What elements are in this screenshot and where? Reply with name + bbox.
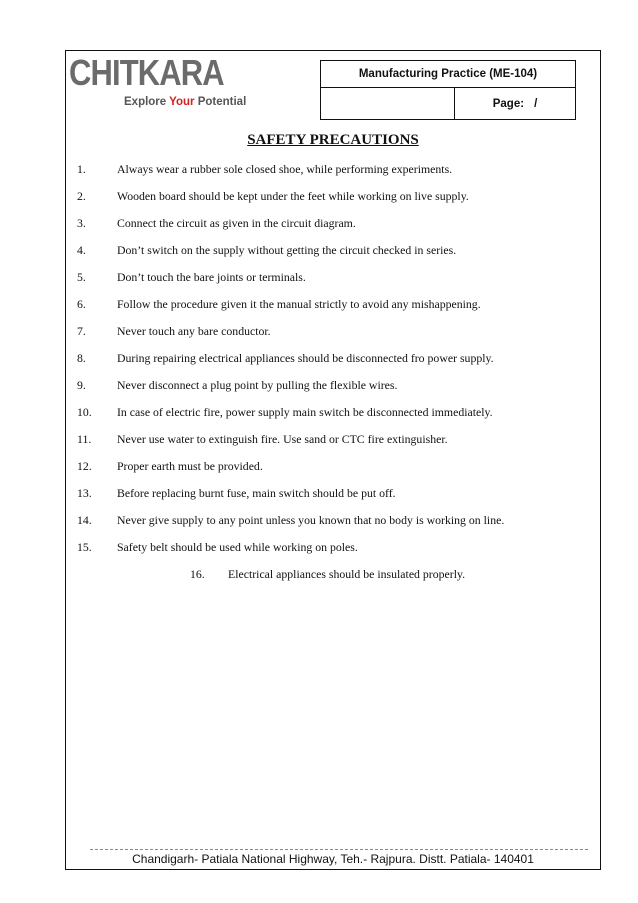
item-text: During repairing electrical appliances should be disconnected fro power supply. <box>117 351 494 365</box>
page-number-cell <box>455 88 575 119</box>
item-text: Never touch any bare conductor. <box>117 324 271 338</box>
item-number: 11. <box>77 432 92 446</box>
list-item <box>190 567 465 582</box>
header-blank-cell <box>321 88 455 119</box>
item-number: 8. <box>77 351 86 365</box>
tagline-post: Potential <box>194 96 247 108</box>
page-title: SAFETY PRECAUTIONS <box>247 132 419 148</box>
item-number: 1. <box>77 162 86 176</box>
page-separator: / <box>534 97 538 110</box>
item-number: 7. <box>77 324 86 338</box>
item-text: Never use water to extinguish fire. Use sand or CTC fire extinguisher. <box>117 432 448 446</box>
item-text: Never give supply to any point unless you known that no body is working on line. <box>117 513 505 527</box>
item-number: 4. <box>77 243 86 257</box>
item-text: Wooden board should be kept under the feet while working on live supply. <box>117 189 469 203</box>
item-text: Proper earth must be provided. <box>117 459 263 473</box>
course-title: Manufacturing Practice (ME-104) <box>321 61 575 88</box>
item-number: 2. <box>77 189 86 203</box>
logo-wordmark: CHITKARA <box>69 52 224 93</box>
item-text: Follow the procedure given it the manual strictly to avoid any mishappening. <box>117 297 481 311</box>
chitkara-logo <box>69 52 249 112</box>
item-text: In case of electric fire, power supply main switch be disconnected immediately. <box>117 405 493 419</box>
item-number: 10. <box>77 405 92 419</box>
item-number: 3. <box>77 216 86 230</box>
tagline-accent: Your <box>169 96 195 108</box>
item-text: Safety belt should be used while working on poles. <box>117 540 358 554</box>
item-number: 5. <box>77 270 86 284</box>
page-label: Page: <box>492 97 525 110</box>
item-text: Before replacing burnt fuse, main switch should be put off. <box>117 486 396 500</box>
item-text: Electrical appliances should be insulated properly. <box>228 567 466 581</box>
item-number: 14. <box>77 513 92 527</box>
item-number: 12. <box>77 459 92 473</box>
item-number: 9. <box>77 378 86 392</box>
logo-tagline <box>124 96 246 108</box>
item-number: 15. <box>77 540 92 554</box>
item-number: 6. <box>77 297 86 311</box>
item-text: Always wear a rubber sole closed shoe, while performing experiments. <box>117 162 453 176</box>
item-text: Never disconnect a plug point by pulling the flexible wires. <box>117 378 398 392</box>
item-text: Connect the circuit as given in the circuit diagram. <box>117 216 356 230</box>
footer-divider <box>90 849 588 850</box>
item-number: 13. <box>77 486 92 500</box>
tagline-pre: Explore <box>124 96 170 108</box>
item-text: Don’t switch on the supply without getting the circuit checked in series. <box>117 243 457 257</box>
footer-address: Chandigarh- Patiala National Highway, Teh.- Rajpura. Distt. Patiala- 140401 <box>132 852 534 866</box>
item-text: Don’t touch the bare joints or terminals. <box>117 270 306 284</box>
item-number: 16. <box>190 567 205 581</box>
header-box <box>320 60 576 120</box>
